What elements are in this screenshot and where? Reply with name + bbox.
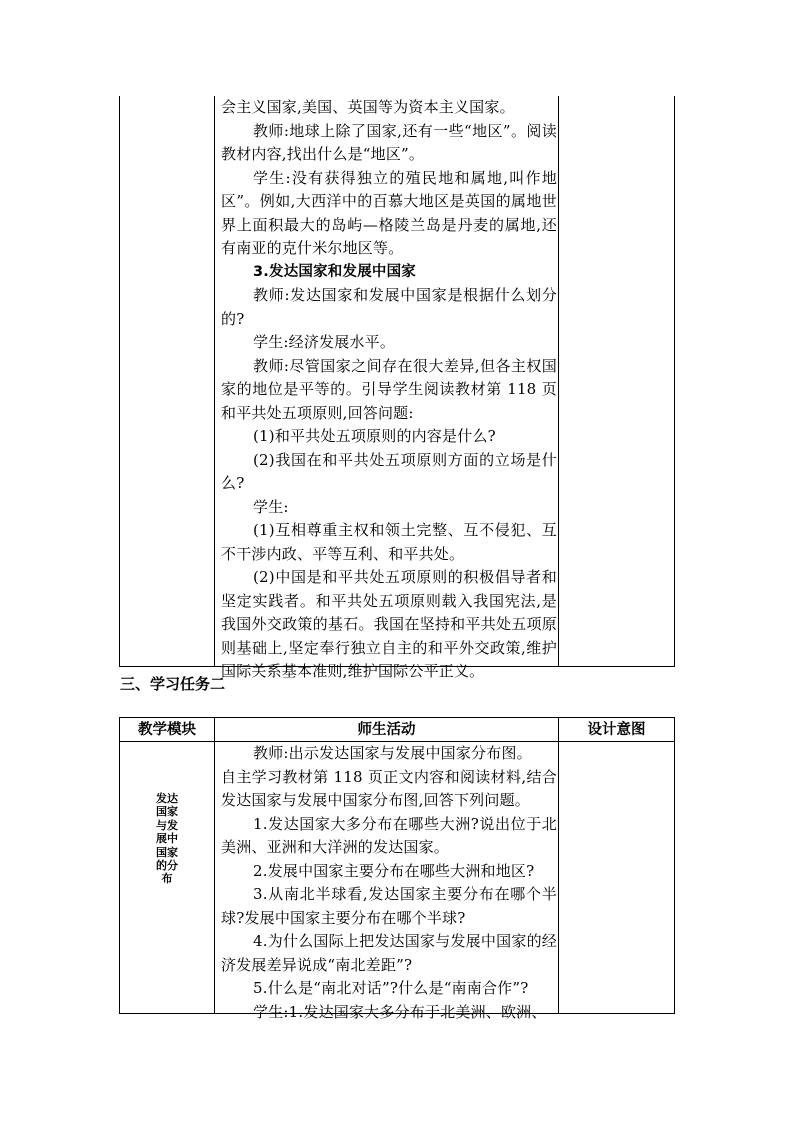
table1-para-2: 学生:没有获得独立的殖民地和属地,叫作地区”。例如,大西洋中的百慕大地区是英国的属地世界上面积最大的岛屿—格陵兰岛是丹麦的属地,还有南亚的克什米尔地区等。 xyxy=(221,168,557,257)
table1-right-border xyxy=(674,96,675,667)
table2-header-module: 教学模块 xyxy=(138,722,196,738)
table1-para-5: 学生:经济发展水平。 xyxy=(253,333,396,351)
table2-para-7: 学生:1.发达国家大多分布于北美洲、欧洲、 xyxy=(253,1002,547,1021)
table1-para-9: 学生: xyxy=(253,497,289,516)
table2-module-label: 发达国家与发展中国家的分布 xyxy=(156,792,178,886)
table2-right-border xyxy=(674,717,675,1014)
table2-col-divider-2 xyxy=(558,717,559,1014)
table2-para-2: 1.发达国家大多分布在哪些大洲?说出位于北美洲、亚洲和大洋洲的发达国家。 xyxy=(221,814,557,856)
table1-para-10: (1)互相尊重主权和领土完整、互不侵犯、互不干涉内政、平等互利、和平共处。 xyxy=(221,521,557,563)
table2-para-3: 2.发展中国家主要分布在哪些大洲和地区? xyxy=(253,861,535,880)
table2-left-border xyxy=(119,717,120,1014)
section-heading: 三、学习任务二 xyxy=(120,675,226,693)
table2-header-intent: 设计意图 xyxy=(587,722,646,738)
table1-col-divider-1 xyxy=(214,96,215,667)
table2-para-5: 4.为什么国际上把发达国家与发展中国家的经济发展差异说成“南北差距”? xyxy=(221,932,557,974)
table1-para-0: 会主义国家,美国、英国等为资本主义国家。 xyxy=(221,98,515,116)
table2-activity-cell xyxy=(221,742,557,1024)
table1-subheading: 3.发达国家和发展中国家 xyxy=(253,263,416,280)
table2-top-border xyxy=(119,717,675,718)
table2-para-6: 5.什么是“南北对话”?什么是“南南合作”? xyxy=(253,979,529,997)
table1-col-divider-2 xyxy=(558,96,559,667)
table1-para-11: (2)中国是和平共处五项原则的积极倡导者和坚定实践者。和平共处五项原则载入我国宪法,是我国外交政策的基石。我国在坚持和平共处五项原则基础上,坚定奉行独立自主的和平外交政策,维护国际关系基本准则,维护国际公平正义。 xyxy=(221,568,557,680)
table1-left-border xyxy=(119,96,120,667)
table1-para-8: (2)我国在和平共处五项原则方面的立场是什么? xyxy=(221,450,557,492)
table1-para-6: 教师:尽管国家之间存在很大差异,但各主权国家的地位是平等的。引导学生阅读教材第 118 页和平共处五项原则,回答问题: xyxy=(221,356,557,422)
table1-para-4: 教师:发达国家和发展中国家是根据什么划分的? xyxy=(221,286,557,328)
table2-para-0: 教师:出示发达国家与发展中国家分布图。 xyxy=(253,744,532,762)
table1-activity-cell xyxy=(221,96,557,684)
table2-para-1: 自主学习教材第 118 页正文内容和阅读材料,结合发达国家与发展中国家分布图,回答下列问题。 xyxy=(221,767,557,809)
table2-para-4: 3.从南北半球看,发达国家主要分布在哪个半球?发展中国家主要分布在哪个半球? xyxy=(221,885,557,927)
table2-col-divider-1 xyxy=(214,717,215,1014)
table2-header-activity: 师生活动 xyxy=(357,722,416,738)
table1-para-1: 教师:地球上除了国家,还有一些“地区”。阅读教材内容,找出什么是“地区”。 xyxy=(221,121,557,163)
table1-para-7: (1)和平共处五项原则的内容是什么? xyxy=(253,427,496,445)
